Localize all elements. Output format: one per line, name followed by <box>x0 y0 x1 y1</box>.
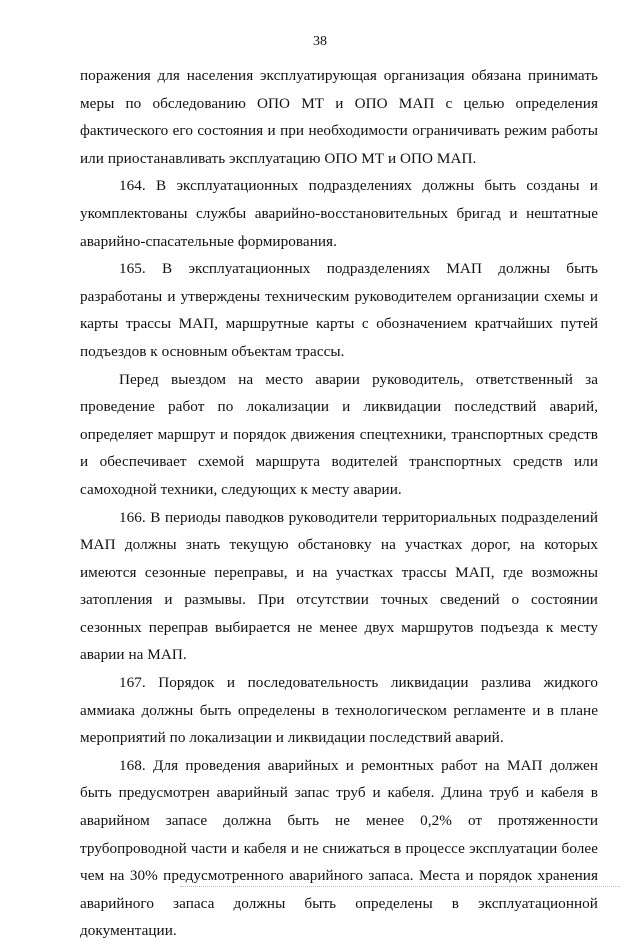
document-body <box>80 62 598 945</box>
paragraph-167: 167. Порядок и последовательность ликвидации разлива жидкого аммиака должны быть определены в технологическом регламенте и в плане мероприятий по локализации и ликвидации последствий аварий. <box>80 674 598 747</box>
paragraph-165-continued: Перед выездом на место аварии руководитель, ответственный за проведение работ по локализации и ликвидации последствий аварий, определяет маршрут и порядок движения спецтехники, транспортных средств и обеспечивает схемой маршрута водителей транспортных средств или самоходной техники, следующих к месту аварии. <box>80 370 598 498</box>
scan-edge-dots <box>180 884 620 887</box>
paragraph-164: 164. В эксплуатационных подразделениях должны быть созданы и укомплектованы службы аварийно-восстановительных бригад и нештатные аварийно-спасательные формирования. <box>80 177 598 250</box>
paragraph-continuation: поражения для населения эксплуатирующая организация обязана принимать меры по обследованию ОПО МТ и ОПО МАП с целью определения фактического его состояния и при необходимости ограничивать режим работы или приостанавливать эксплуатацию ОПО МТ и ОПО МАП. <box>80 67 598 167</box>
paragraph-166: 166. В периоды паводков руководители территориальных подразделений МАП должны знать текущую обстановку на участках дорог, на которых имеются сезонные переправы, и на участках трассы МАП, где возможны затопления и размывы. При отсутствии точных сведений о состоянии сезонных переправ выбирается не менее двух маршрутов подъезда к месту аварии на МАП. <box>80 508 598 664</box>
paragraph-168: 168. Для проведения аварийных и ремонтных работ на МАП должен быть предусмотрен аварийный запас труб и кабеля. Длина труб и кабеля в аварийном запасе должна быть не менее 0,2% от протяженности трубопроводной части и кабеля и не снижаться в процессе эксплуатации более чем на 30% предусмотренного аварийного запаса. Места и порядок хранения аварийного запаса должны быть определены в эксплуатационной документации. <box>80 756 598 940</box>
paragraph-165: 165. В эксплуатационных подразделениях МАП должны быть разработаны и утверждены техническим руководителем организации схемы и карты трассы МАП, маршрутные карты с обозначением кратчайших путей подъездов к основным объектам трассы. <box>80 260 598 360</box>
page-number: 38 <box>313 34 327 49</box>
